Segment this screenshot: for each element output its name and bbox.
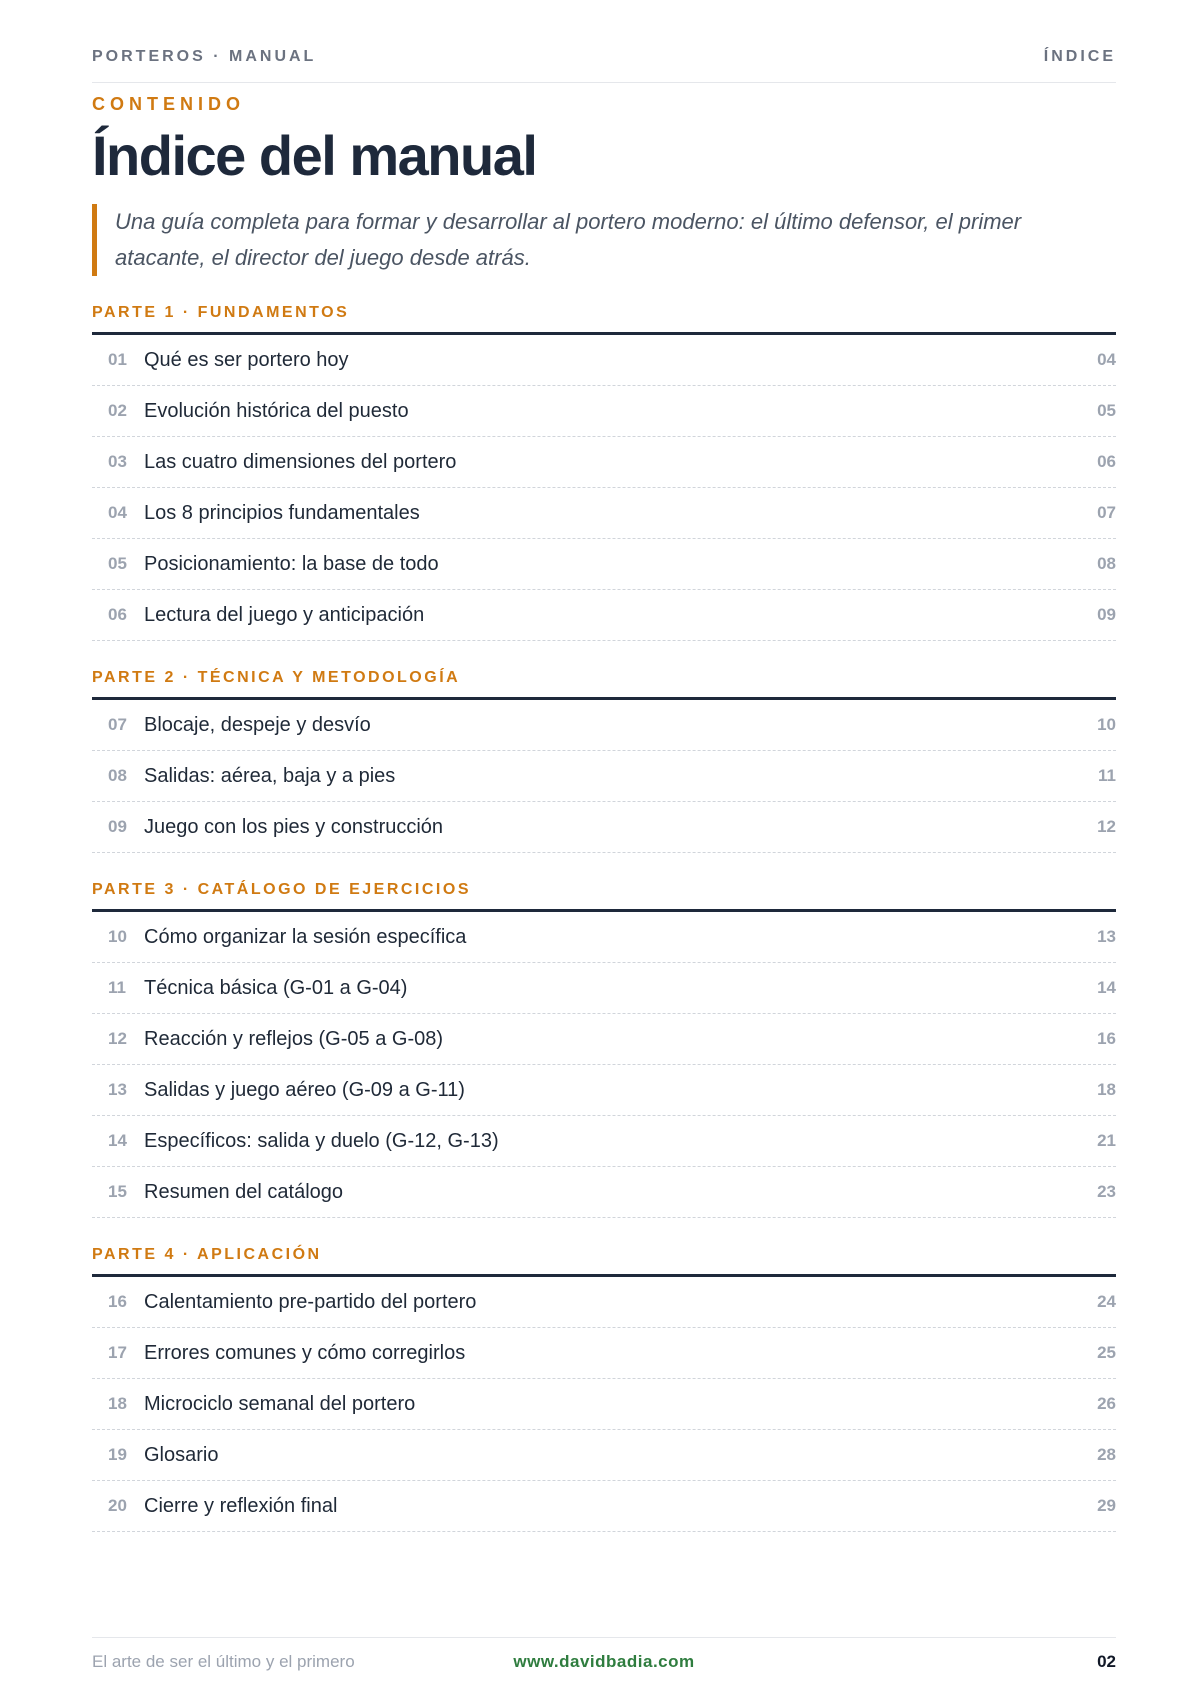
entry-number: 18 xyxy=(108,1394,127,1413)
header-right: ÍNDICE xyxy=(1043,48,1116,65)
entry-title: Lectura del juego y anticipación xyxy=(144,603,425,626)
toc-section xyxy=(92,877,1116,1218)
toc-entry[interactable] xyxy=(92,1065,1116,1116)
entry-number: 11 xyxy=(108,978,126,997)
section-title: PARTE 1 · FUNDAMENTOS xyxy=(92,300,1116,335)
intro-quote: Una guía completa para formar y desarrollar al portero moderno: el último defensor, el primer atacante, el director del juego desde atrás. xyxy=(92,204,1115,276)
entry-title: Cómo organizar la sesión específica xyxy=(144,925,467,948)
entry-number: 08 xyxy=(108,766,127,785)
toc-entry[interactable] xyxy=(92,802,1116,853)
footer-page-number: 02 xyxy=(1097,1652,1116,1671)
entry-title: Salidas y juego aéreo (G-09 a G-11) xyxy=(144,1078,465,1101)
entry-title: Posicionamiento: la base de todo xyxy=(144,552,439,575)
entry-title: Los 8 principios fundamentales xyxy=(144,501,420,524)
toc-entry[interactable] xyxy=(92,912,1116,963)
entry-number: 10 xyxy=(108,927,127,946)
toc-entry[interactable] xyxy=(92,751,1116,802)
entry-page-number: 18 xyxy=(1097,1080,1116,1099)
entry-number: 16 xyxy=(108,1292,127,1311)
footer-tagline: El arte de ser el último y el primero xyxy=(92,1652,355,1671)
entry-number: 12 xyxy=(108,1029,127,1048)
entry-page-number: 25 xyxy=(1097,1343,1116,1362)
page-title: Índice del manual xyxy=(92,124,537,187)
entry-title: Salidas: aérea, baja y a pies xyxy=(144,764,396,787)
footer-divider xyxy=(92,1637,1116,1638)
toc-entry[interactable] xyxy=(92,437,1116,488)
toc-entry[interactable] xyxy=(92,700,1116,751)
toc-entry[interactable] xyxy=(92,1481,1116,1532)
entry-page-number: 13 xyxy=(1097,927,1116,946)
toc-entry[interactable] xyxy=(92,590,1116,641)
toc-entry[interactable] xyxy=(92,1014,1116,1065)
entry-title: Técnica básica (G-01 a G-04) xyxy=(144,976,408,999)
toc-entry[interactable] xyxy=(92,488,1116,539)
entry-page-number: 05 xyxy=(1097,401,1116,420)
section-title: PARTE 3 · CATÁLOGO DE EJERCICIOS xyxy=(92,877,1116,912)
running-header xyxy=(92,48,1116,66)
entry-title: Glosario xyxy=(144,1443,219,1466)
table-of-contents xyxy=(92,300,1116,1556)
entry-page-number: 23 xyxy=(1097,1182,1116,1201)
entry-number: 07 xyxy=(108,715,127,734)
entry-number: 04 xyxy=(108,503,127,522)
toc-entry[interactable] xyxy=(92,1116,1116,1167)
entry-page-number: 26 xyxy=(1097,1394,1116,1413)
toc-section xyxy=(92,665,1116,853)
entry-number: 19 xyxy=(108,1445,127,1464)
header-divider xyxy=(92,82,1116,83)
entry-title: Microciclo semanal del portero xyxy=(144,1392,416,1415)
toc-entry[interactable] xyxy=(92,539,1116,590)
toc-entry[interactable] xyxy=(92,963,1116,1014)
toc-entry[interactable] xyxy=(92,386,1116,437)
toc-entry[interactable] xyxy=(92,1277,1116,1328)
entry-number: 06 xyxy=(108,605,127,624)
entry-title: Calentamiento pre-partido del portero xyxy=(144,1290,477,1313)
entry-number: 03 xyxy=(108,452,127,471)
toc-entry[interactable] xyxy=(92,1167,1116,1218)
toc-section xyxy=(92,1242,1116,1532)
entry-number: 13 xyxy=(108,1080,127,1099)
entry-page-number: 14 xyxy=(1097,978,1116,997)
eyebrow-label: CONTENIDO xyxy=(92,94,245,114)
entry-page-number: 09 xyxy=(1097,605,1116,624)
entry-page-number: 16 xyxy=(1097,1029,1116,1048)
entry-number: 09 xyxy=(108,817,127,836)
entry-title: Qué es ser portero hoy xyxy=(144,348,349,371)
entry-title: Blocaje, despeje y desvío xyxy=(144,713,371,736)
entry-title: Cierre y reflexión final xyxy=(144,1494,338,1517)
toc-entry[interactable] xyxy=(92,1328,1116,1379)
entry-page-number: 07 xyxy=(1097,503,1116,522)
entry-number: 05 xyxy=(108,554,127,573)
entry-page-number: 04 xyxy=(1097,350,1116,369)
entry-page-number: 08 xyxy=(1097,554,1116,573)
entry-page-number: 28 xyxy=(1097,1445,1116,1464)
entry-number: 02 xyxy=(108,401,127,420)
section-title: PARTE 2 · TÉCNICA Y METODOLOGÍA xyxy=(92,665,1116,700)
page-footer xyxy=(92,1652,1116,1672)
entry-number: 15 xyxy=(108,1182,127,1201)
footer-url-link[interactable]: www.davidbadia.com xyxy=(513,1652,695,1671)
entry-title: Las cuatro dimensiones del portero xyxy=(144,450,457,473)
section-title: PARTE 4 · APLICACIÓN xyxy=(92,1242,1116,1277)
entry-number: 17 xyxy=(108,1343,127,1362)
toc-entry[interactable] xyxy=(92,335,1116,386)
toc-entry[interactable] xyxy=(92,1430,1116,1481)
entry-title: Resumen del catálogo xyxy=(144,1180,344,1203)
entry-title: Evolución histórica del puesto xyxy=(144,399,409,422)
entry-number: 20 xyxy=(108,1496,127,1515)
entry-title: Reacción y reflejos (G-05 a G-08) xyxy=(144,1027,444,1050)
entry-page-number: 10 xyxy=(1097,715,1116,734)
entry-number: 01 xyxy=(108,350,127,369)
toc-section xyxy=(92,300,1116,641)
entry-page-number: 21 xyxy=(1097,1131,1116,1150)
entry-page-number: 06 xyxy=(1097,452,1116,471)
entry-page-number: 24 xyxy=(1097,1292,1116,1311)
entry-title: Específicos: salida y duelo (G-12, G-13) xyxy=(144,1129,499,1152)
entry-number: 14 xyxy=(108,1131,127,1150)
entry-title: Juego con los pies y construcción xyxy=(144,815,444,838)
entry-page-number: 11 xyxy=(1098,766,1116,785)
toc-entry[interactable] xyxy=(92,1379,1116,1430)
entry-page-number: 29 xyxy=(1097,1496,1116,1515)
entry-page-number: 12 xyxy=(1097,817,1116,836)
header-left: PORTEROS · MANUAL xyxy=(92,48,317,65)
entry-title: Errores comunes y cómo corregirlos xyxy=(144,1341,466,1364)
